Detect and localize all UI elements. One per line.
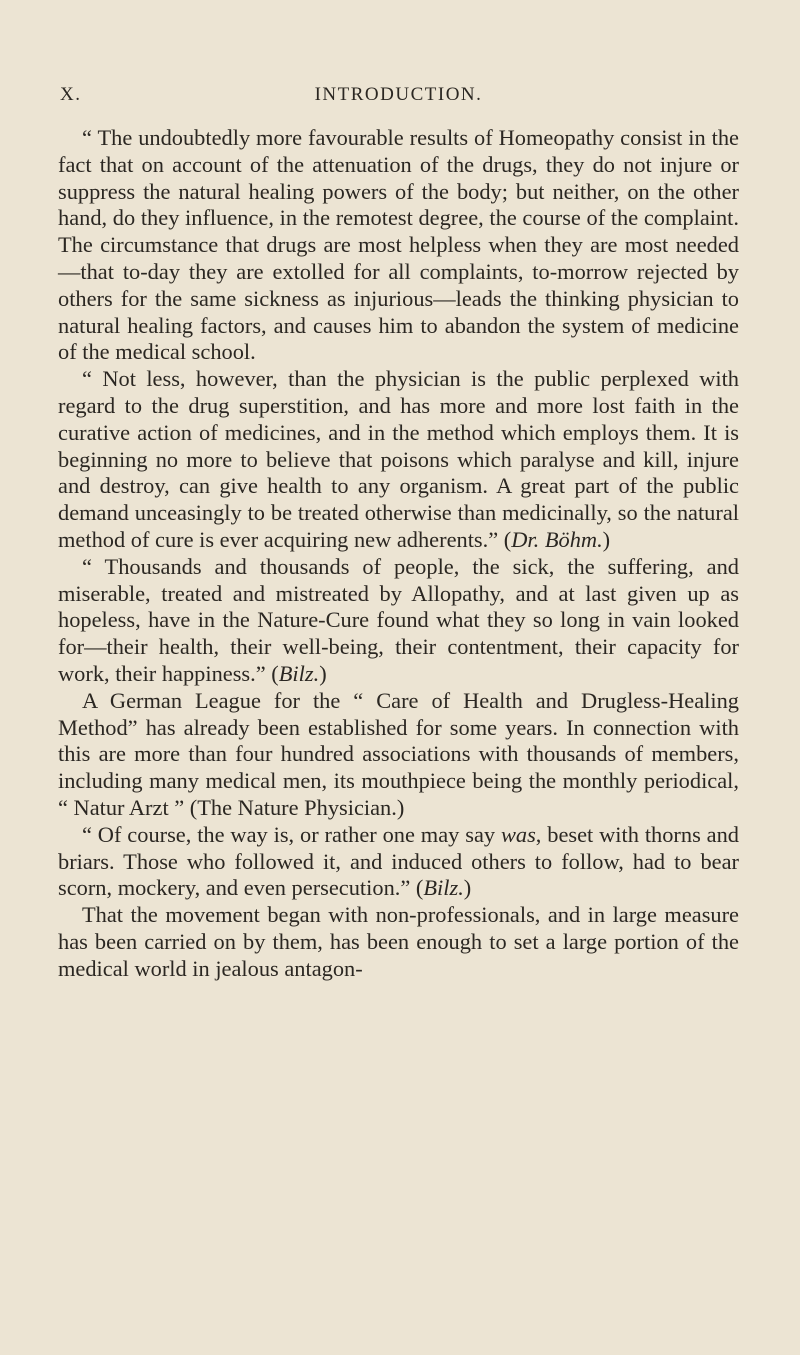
paragraph-drug-superstition: [58, 366, 739, 554]
paragraph-nature-cure: [58, 554, 739, 688]
citation: Dr. Böhm.: [511, 526, 603, 552]
citation-close: ): [319, 660, 327, 686]
paragraph-text: A German League for the “ Care of Health and Drugless-Healing Method” has already been established for some years. In connection with this are more than four hundred associations with thousands of members, including many medical men, its mouthpiece being the monthly periodical, “ Natur Arzt ” (The Nature Physician.): [58, 687, 739, 820]
body-text: [58, 125, 739, 983]
paragraph-homeopathy: [58, 125, 739, 366]
page-number: X.: [60, 84, 82, 105]
paragraph-text-continued: , beset with thorns and briars. Those who followed it, and induced others to follow, had to bear scorn, mockery, and even persecution.” (: [58, 821, 739, 901]
paragraph-german-league: [58, 688, 739, 822]
paragraph-text: That the movement began with non-professionals, and in large measure has been carried on by them, has been enough to set a large portion of the medical world in jealous antagon-: [58, 902, 739, 981]
paragraph-non-professionals: [58, 902, 739, 982]
citation: Bilz.: [423, 875, 464, 901]
running-head: [58, 84, 739, 114]
paragraph-text: “ Of course, the way is, or rather one may say: [82, 821, 501, 847]
citation: Bilz.: [278, 660, 320, 686]
emphasis-was: was: [500, 821, 536, 847]
paragraph-text: “ The undoubtedly more favourable results of Homeopathy consist in the fact that on account of the attenuation of the drugs, they do not injure or suppress the natural healing powers of the body; but neither, on the other hand, do they influence, in the remotest degree, the course of the complaint. The circumstance that drugs are most helpless when they are most needed—that to-day they are extolled for all complaints, to-morrow rejected by others for the same sickness as injurious—leads the thinking physician to natural healing factors, and causes him to abandon the system of medicine of the medical school.: [58, 125, 739, 365]
paragraph-thorns-and-briars: [58, 822, 739, 902]
running-head-title: INTRODUCTION.: [314, 84, 483, 105]
citation-close: ): [463, 875, 472, 901]
paragraph-text: “ Thousands and thousands of people, the sick, the suffering, and miserable, treated and mistreated by Allopathy, and at last given up as hopeless, have in the Nature-Cure found what they so long in vain looked for—their health, their well-being, their contentment, their capacity for work, their happiness.” (: [58, 553, 739, 686]
citation-close: ): [602, 526, 611, 552]
paragraph-text: “ Not less, however, than the physician is the public perplexed with regard to the drug superstition, and has more and more lost faith in the curative action of medicines, and in the method which employs them. It is beginning no more to believe that poisons which paralyse and kill, injure and destroy, can give health to any organism. A great part of the public demand unceasingly to be treated otherwise than medicinally, so the natural method of cure is ever acquiring new adherents.” (: [58, 366, 739, 552]
